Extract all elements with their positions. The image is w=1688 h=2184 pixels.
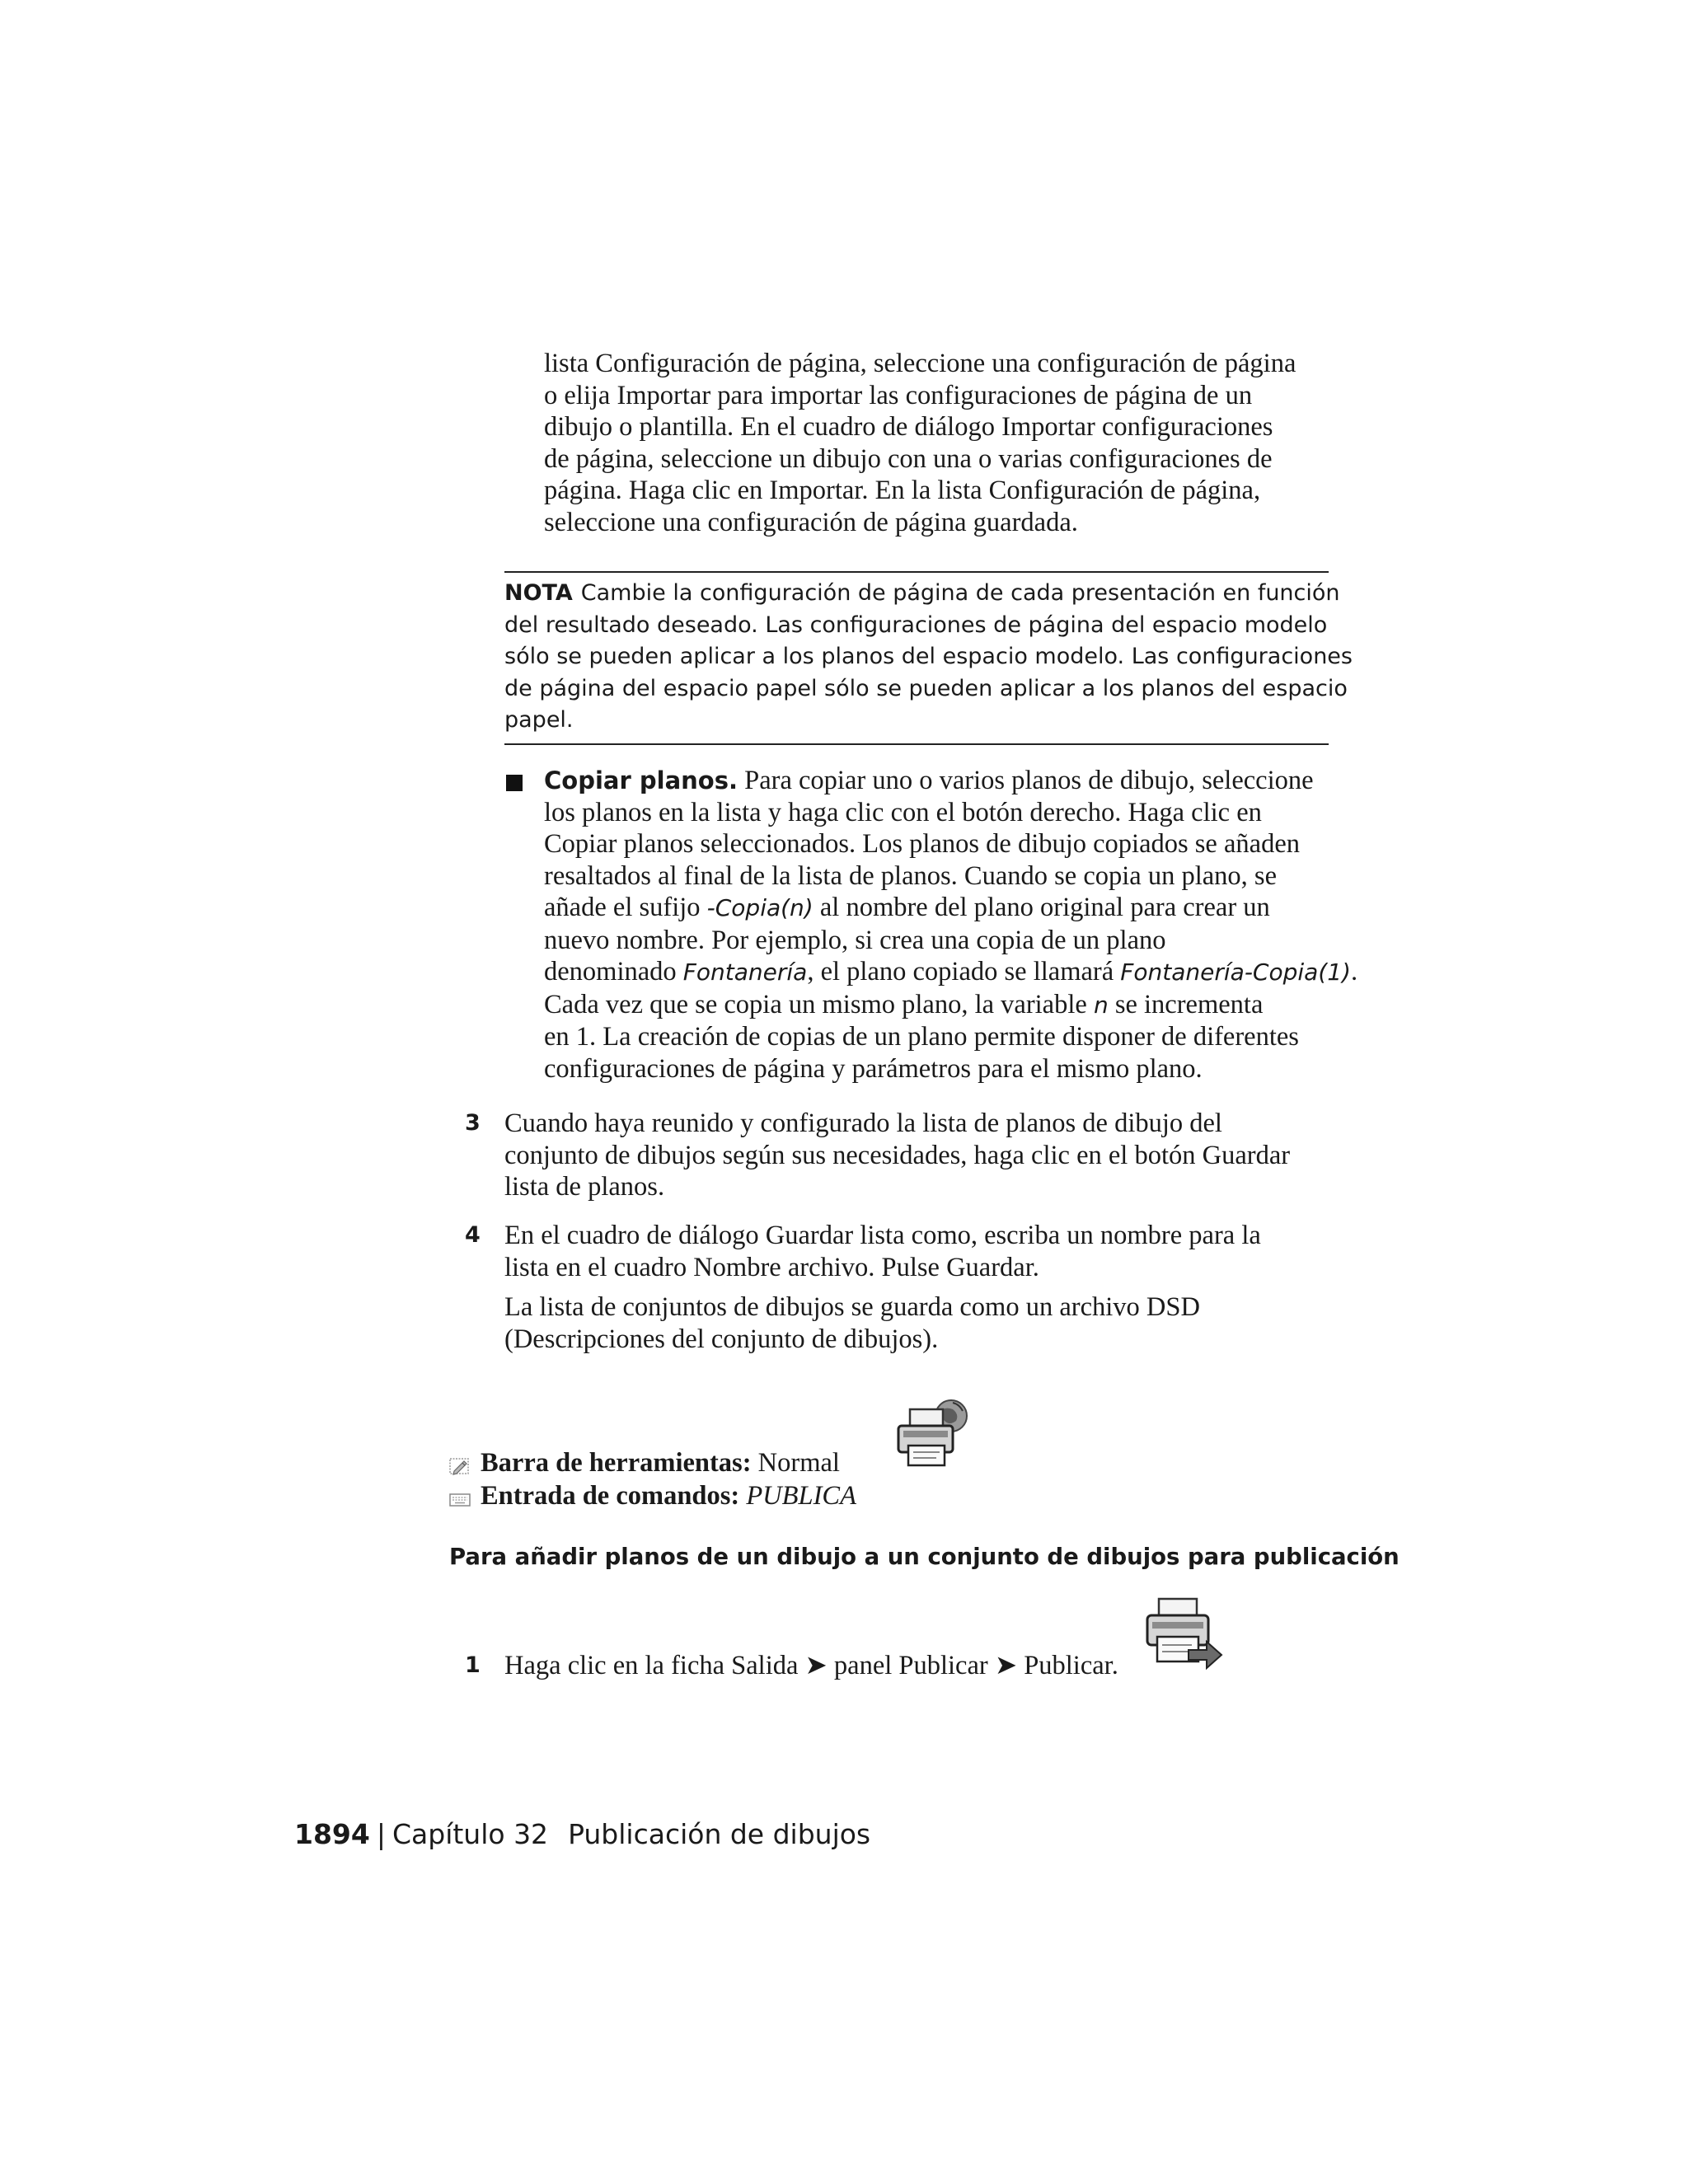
keyboard-icon [449, 1485, 471, 1505]
procedure-heading: Para añadir planos de un dibujo a un conjunto de dibujos para publicación [449, 1544, 1400, 1570]
step-number: 1 [465, 1652, 481, 1678]
step-result-text: La lista de conjuntos de dibujos se guarda como un archivo DSD (Descripciones del conjunto de dibujos). [504, 1292, 1200, 1354]
paragraph-line: página. Haga clic en Importar. En la lista Configuración de página, [544, 476, 1261, 505]
toolbar-access-line [449, 1447, 944, 1480]
command-value: PUBLICA [739, 1481, 856, 1511]
note-line: del resultado deseado. Las configuraciones de página del espacio modelo [504, 612, 1328, 638]
sheet-name-example: Fontanería [682, 958, 808, 986]
step-4 [465, 1220, 1339, 1355]
paragraph-line: de página, seleccione un dibujo con una o varias configuraciones de [544, 443, 1273, 474]
suffix-code: -Copia(n) [706, 894, 814, 921]
continuation-paragraph [544, 348, 1335, 538]
step-text: Haga clic en la ficha Salida ➤ panel Publicar ➤ Publicar. [504, 1651, 1118, 1680]
page-footer [294, 1818, 870, 1851]
note-line: de página del espacio papel sólo se pueden aplicar a los planos del espacio [504, 675, 1348, 701]
note-bottom-rule [504, 743, 1329, 745]
note-label: NOTA [504, 580, 573, 606]
step-number: 3 [465, 1110, 481, 1136]
paragraph-line: lista Configuración de página, seleccione una configuración de página [544, 349, 1296, 378]
note-box [504, 571, 1353, 745]
paragraph-line: dibujo o plantilla. En el cuadro de diálogo Importar configuraciones [544, 412, 1273, 442]
command-access-line [449, 1480, 944, 1513]
note-line [504, 578, 1340, 610]
bullet-copy-sheets [504, 765, 1358, 1085]
bullet-text: Copiar planos. Para copiar uno o varios planos de dibujo, seleccione los planos en la lista y haga clic con el botón derecho. Haga clic en Copiar planos seleccionados. Los planos de dibujo copiados se añaden resaltados al final de la lista de planos. Cuando se copia un plano, se añade el sufijo -Copia(n) al nombre del plano original para crear un nuevo nombre. Por ejemplo, si crea una copia de un plano denominado Fontanería, el plano copiado se llamará Fontanería-Copia(1). Cada vez que se copia un mismo plano, la variable n se incrementa en 1. La creación de copias de un plano permite disponer de diferentes configuraciones de página y parámetros para el mismo plano. [544, 766, 1358, 1084]
step-text: Cuando haya reunido y configurado la lista de planos de dibujo del conjunto de dibujos según sus necesidades, haga clic en el botón Guardar lista de planos. [504, 1108, 1291, 1202]
step-number: 4 [465, 1222, 481, 1248]
toolbar-value: Normal [751, 1448, 840, 1478]
note-text: Cambie la configuración de página de cada presentación en función [580, 580, 1340, 606]
note-body [504, 573, 1353, 743]
paragraph-line: o elija Importar para importar las configuraciones de página de un [544, 380, 1253, 410]
toolbar-label: Barra de herramientas: [481, 1448, 752, 1478]
step-3 [465, 1108, 1339, 1203]
publish-printer-arrow-icon [1142, 1596, 1225, 1673]
bullet-title: Copiar planos. [544, 766, 738, 794]
copied-sheet-name-example: Fontanería-Copia(1) [1120, 958, 1351, 986]
footer-separator: | [376, 1818, 386, 1850]
square-bullet-icon [506, 775, 523, 791]
chapter-number: Capítulo 32 [392, 1818, 549, 1850]
chapter-title: Publicación de dibujos [568, 1818, 871, 1850]
note-line: papel. [504, 707, 574, 733]
variable-n: n [1093, 991, 1109, 1019]
note-line: sólo se pueden aplicar a los planos del espacio modelo. Las configuraciones [504, 644, 1353, 669]
paragraph-line: seleccione una configuración de página guardada. [544, 507, 1078, 537]
page-number: 1894 [294, 1818, 370, 1850]
toolbar-pencil-icon [449, 1452, 471, 1472]
step-text: En el cuadro de diálogo Guardar lista como, escriba un nombre para la lista en el cuadro Nombre archivo. Pulse Guardar. La lista de conjuntos de dibujos se guarda como un archivo DSD (Descripciones del conjunto de dibujos). [504, 1220, 1339, 1355]
command-label: Entrada de comandos: [481, 1481, 740, 1511]
access-methods [449, 1447, 944, 1513]
